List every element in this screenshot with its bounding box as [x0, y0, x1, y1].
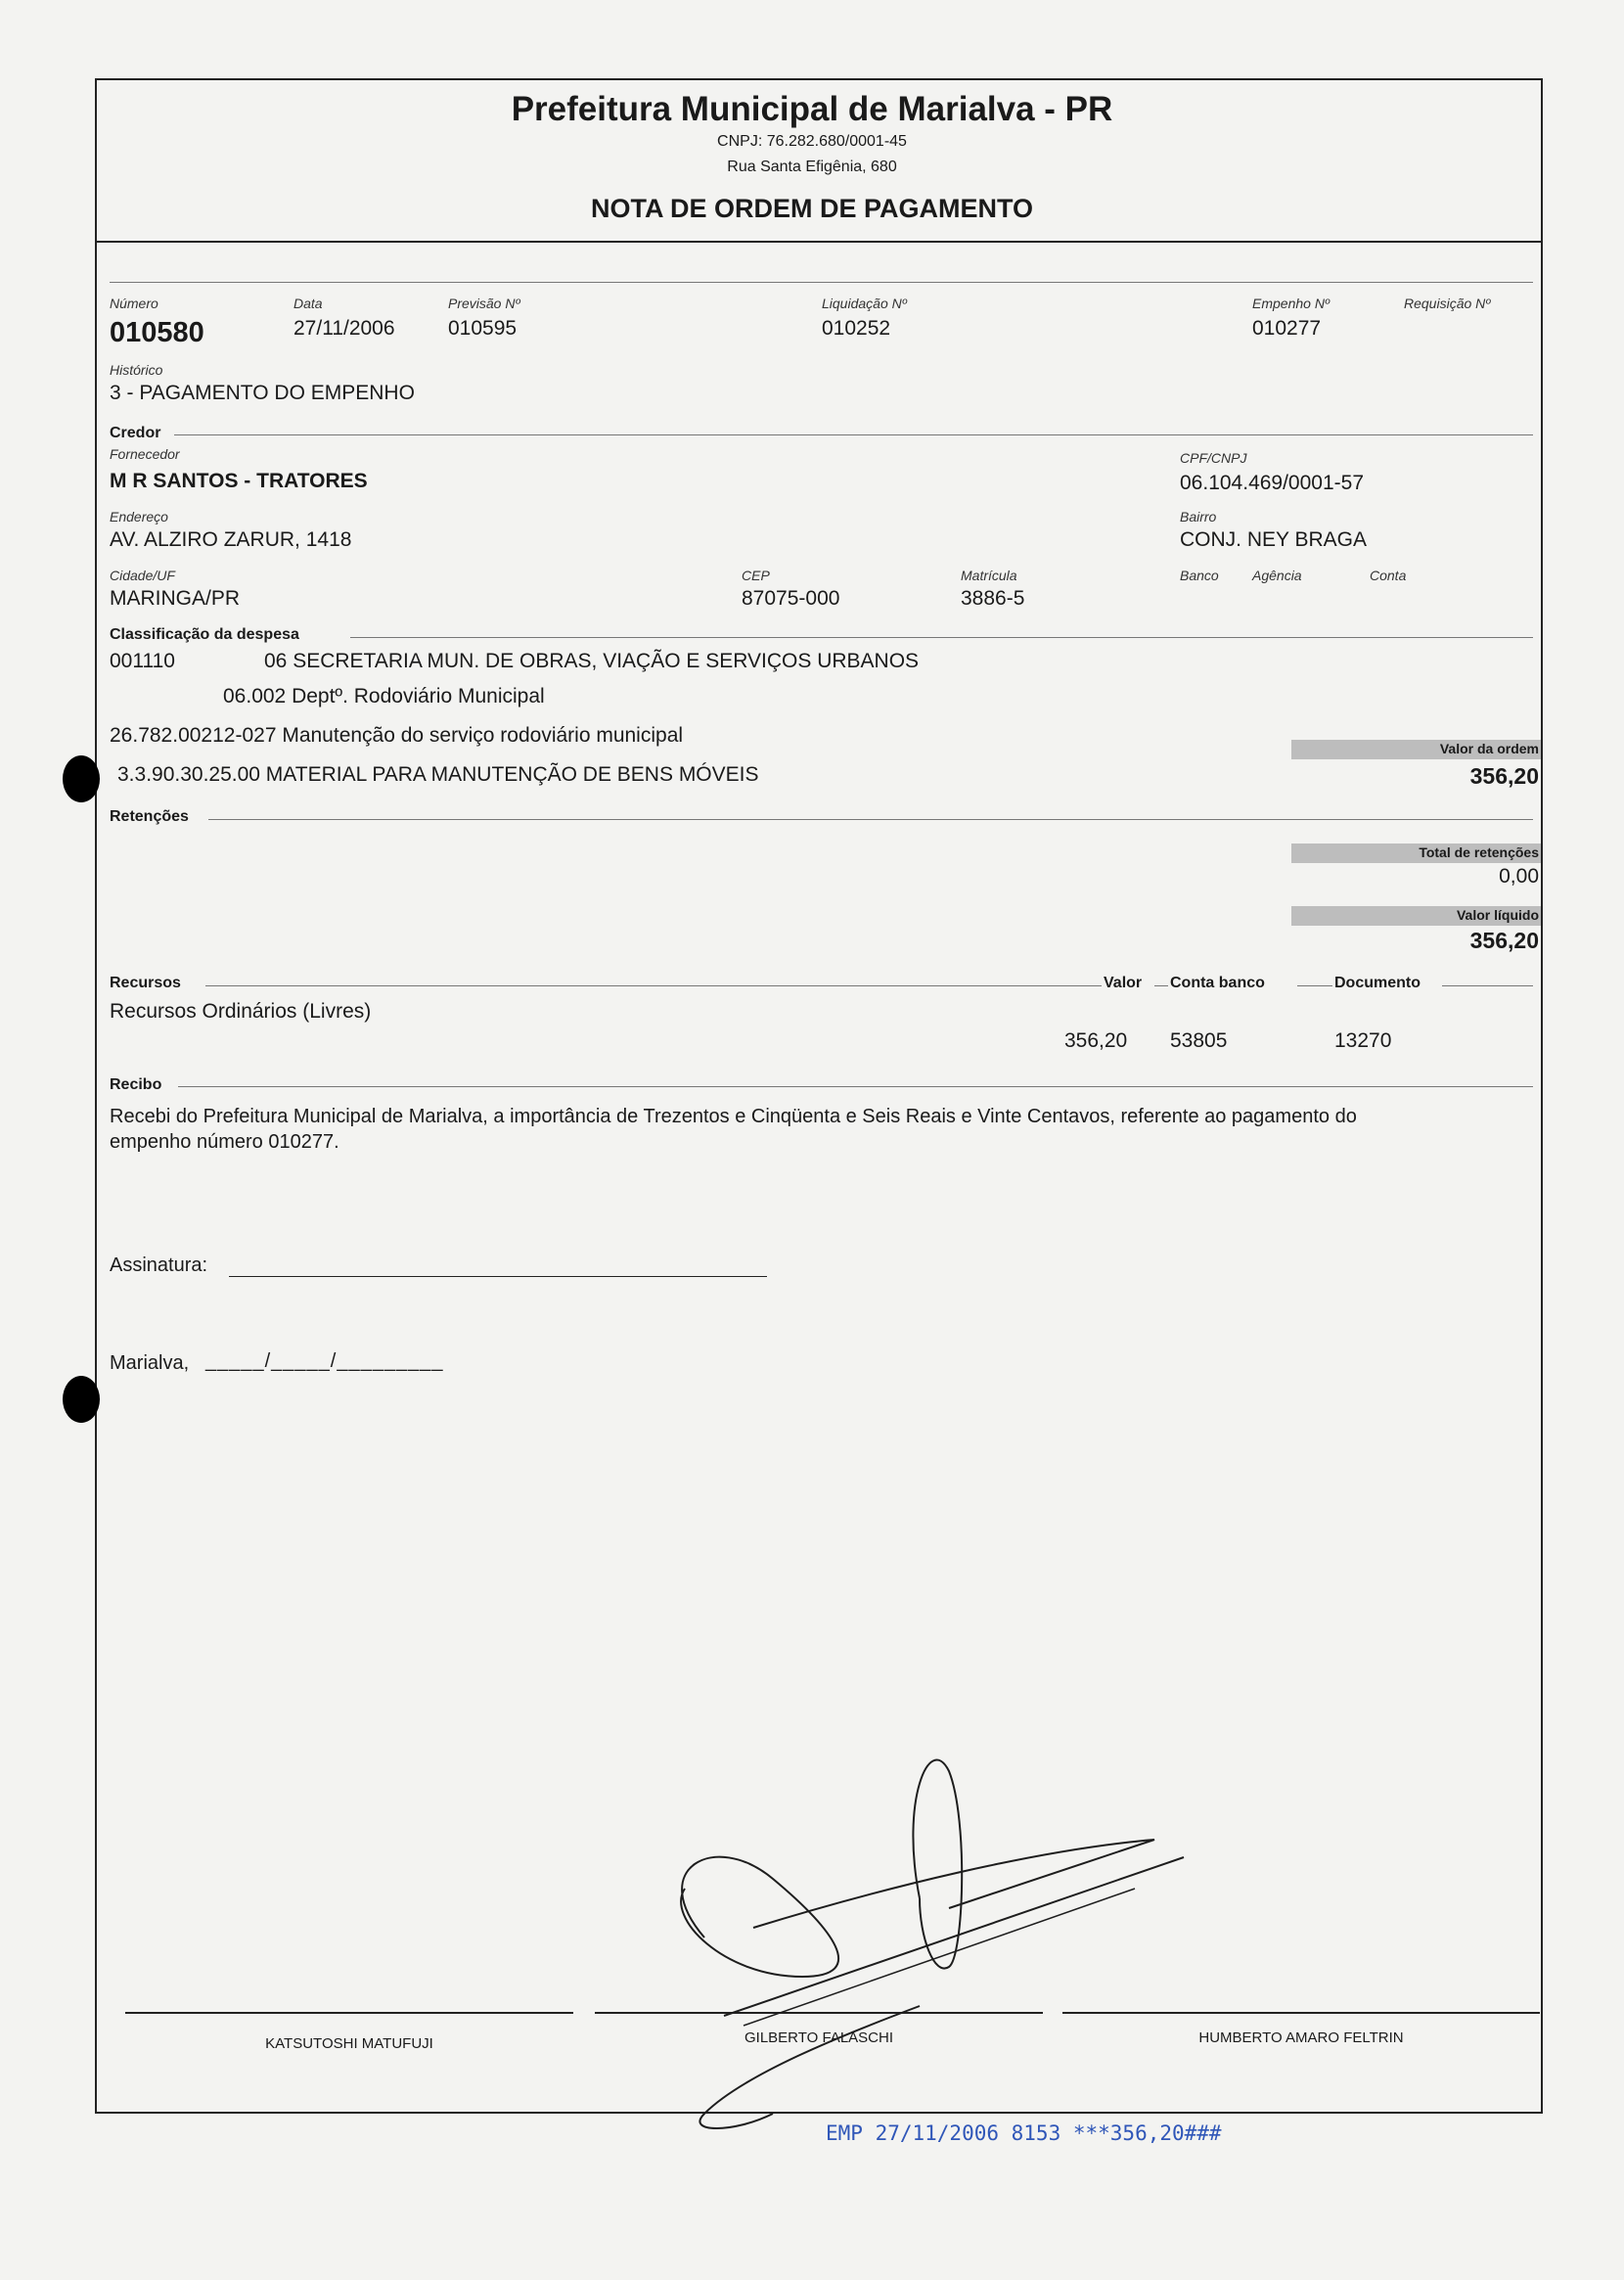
assinatura-line[interactable] [229, 1276, 767, 1277]
recursos-conta-label: Conta banco [1170, 975, 1265, 991]
total-retencoes-value: 0,00 [1499, 865, 1539, 888]
recibo-section-title: Recibo [110, 1076, 162, 1093]
conta-label: Conta [1370, 568, 1407, 583]
previsao-label: Previsão Nº [448, 296, 520, 311]
valor-ordem-value: 356,20 [1469, 763, 1539, 789]
natureza-text: 3.3.90.30.25.00 MATERIAL PARA MANUTENÇÃO DE BENS MÓVEIS [117, 763, 759, 786]
bairro-label: Bairro [1180, 509, 1217, 524]
handwritten-signature [626, 1742, 1213, 2153]
recursos-documento: 13270 [1334, 1029, 1392, 1052]
valor-liquido-value: 356,20 [1469, 928, 1539, 953]
bairro-value: CONJ. NEY BRAGA [1180, 528, 1367, 551]
recursos-valor-label: Valor [1104, 975, 1143, 991]
numero-value: 010580 [110, 317, 204, 348]
valor-ordem-label: Valor da ordem [1439, 741, 1539, 756]
credor-section-title: Credor [110, 425, 161, 441]
acao-text: 26.782.00212-027 Manutenção do serviço rodoviário municipal [110, 724, 684, 747]
liquidacao-value: 010252 [822, 317, 891, 340]
cpf-label: CPF/CNPJ [1180, 450, 1247, 466]
recursos-rule-2 [1154, 985, 1168, 986]
cep-value: 87075-000 [742, 587, 840, 610]
empenho-label: Empenho Nº [1252, 296, 1331, 311]
classificacao-section-title: Classificação da despesa [110, 626, 299, 643]
liquidacao-label: Liquidação Nº [822, 296, 907, 311]
recursos-valor: 356,20 [1064, 1029, 1128, 1052]
cnpj-text: CNPJ: 76.282.680/0001-45 [717, 133, 907, 150]
assinatura-label: Assinatura: [110, 1254, 208, 1276]
local-label: Marialva, [110, 1352, 190, 1374]
punch-hole-top [63, 755, 100, 802]
endereco-label: Endereço [110, 509, 168, 524]
numero-label: Número [110, 296, 158, 311]
secretaria-text: 06 SECRETARIA MUN. DE OBRAS, VIAÇÃO E SERVIÇOS URBANOS [264, 650, 920, 672]
total-retencoes-label: Total de retenções [1419, 844, 1539, 860]
valor-liquido-label: Valor líquido [1456, 907, 1539, 923]
cpf-value: 06.104.469/0001-57 [1180, 472, 1365, 494]
matricula-label: Matrícula [961, 568, 1017, 583]
recursos-rule-4 [1442, 985, 1533, 986]
signature-name-3: HUMBERTO AMARO FELTRIN [1198, 2029, 1404, 2046]
endereco-value: AV. ALZIRO ZARUR, 1418 [110, 528, 352, 551]
historico-value: 3 - PAGAMENTO DO EMPENHO [110, 382, 415, 404]
cidade-value: MARINGA/PR [110, 587, 241, 610]
payment-stamp: EMP 27/11/2006 8153 ***356,20### [826, 2121, 1222, 2145]
retencoes-section-title: Retenções [110, 808, 189, 825]
order-top-rule [110, 282, 1533, 283]
date-blank[interactable]: _____/_____/_________ [205, 1350, 444, 1372]
recursos-section-title: Recursos [110, 975, 181, 991]
empenho-value: 010277 [1252, 317, 1322, 340]
data-value: 27/11/2006 [293, 317, 395, 340]
matricula-value: 3886-5 [961, 587, 1025, 610]
agencia-label: Agência [1252, 568, 1302, 583]
cep-label: CEP [742, 568, 770, 583]
fornecedor-value: M R SANTOS - TRATORES [110, 470, 368, 492]
signature-line-1 [125, 2012, 573, 2014]
document-title: NOTA DE ORDEM DE PAGAMENTO [590, 194, 1033, 223]
classificacao-code: 001110 [110, 650, 175, 672]
page-title: Prefeitura Municipal de Marialva - PR [511, 90, 1113, 128]
banco-label: Banco [1180, 568, 1219, 583]
recursos-rule-3 [1297, 985, 1332, 986]
dept-text: 06.002 Deptº. Rodoviário Municipal [223, 685, 545, 707]
signature-name-2: GILBERTO FALASCHI [744, 2029, 893, 2046]
recursos-rule [205, 985, 1102, 986]
fornecedor-label: Fornecedor [110, 446, 180, 462]
recursos-descricao: Recursos Ordinários (Livres) [110, 1000, 372, 1023]
signature-name-1: KATSUTOSHI MATUFUJI [265, 2035, 433, 2052]
header-separator [95, 241, 1543, 243]
recibo-rule [178, 1086, 1533, 1087]
recibo-text-line2: empenho número 010277. [110, 1131, 339, 1153]
historico-label: Histórico [110, 362, 163, 378]
retencoes-rule [208, 819, 1533, 820]
recursos-conta: 53805 [1170, 1029, 1228, 1052]
punch-hole-bottom [63, 1376, 100, 1423]
cidade-label: Cidade/UF [110, 568, 175, 583]
previsao-value: 010595 [448, 317, 518, 340]
data-label: Data [293, 296, 323, 311]
classificacao-rule [350, 637, 1533, 638]
requisicao-label: Requisição Nº [1404, 296, 1491, 311]
recursos-documento-label: Documento [1334, 975, 1421, 991]
recibo-text-line1: Recebi do Prefeitura Municipal de Marialva, a importância de Trezentos e Cinqüenta e Seis Reais e Vinte Centavos, referente ao pagamento do [110, 1106, 1357, 1127]
credor-rule [174, 434, 1533, 435]
address-text: Rua Santa Efigênia, 680 [727, 159, 897, 175]
